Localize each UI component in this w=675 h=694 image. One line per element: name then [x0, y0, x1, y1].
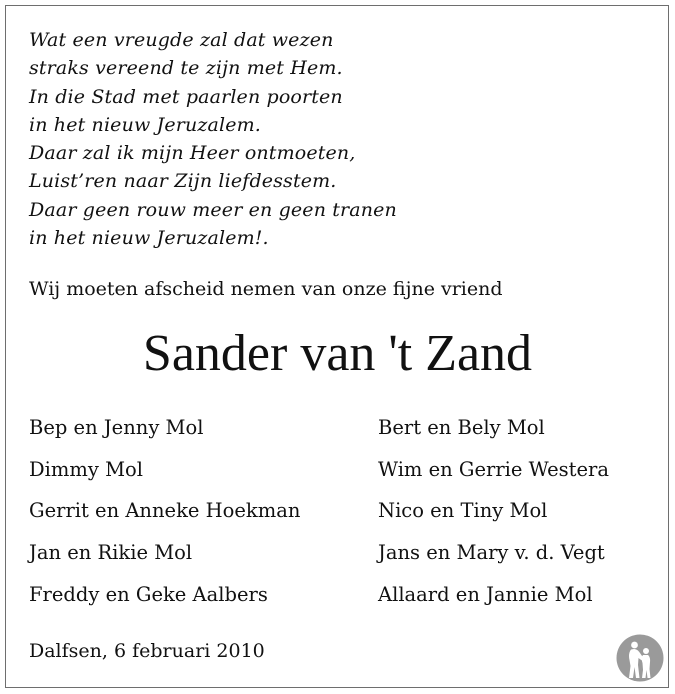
mourner-entry: Nico en Tiny Mol [378, 499, 548, 523]
poem-line: in het nieuw Jeruzalem!. [29, 227, 269, 250]
poem [29, 26, 397, 252]
mourner-entry: Gerrit en Anneke Hoekman [29, 499, 301, 523]
mourners-left-column [29, 413, 300, 621]
poem-line: Daar zal ik mijn Heer ontmoeten, [29, 142, 356, 165]
poem-line: Luist’ren naar Zijn liefdesstem. [29, 170, 337, 193]
mourners-right-column [378, 413, 609, 621]
mourner-entry: Wim en Gerrie Westera [378, 457, 609, 481]
poem-line: Wat een vreugde zal dat wezen [29, 29, 334, 51]
mourner-entry: Allaard en Jannie Mol [378, 582, 593, 606]
mourner-entry: Bert en Bely Mol [378, 416, 545, 439]
mourner-entry: Dimmy Mol [29, 457, 144, 481]
deceased-name: Sander van 't Zand [142, 325, 533, 382]
poem-line: straks vereend te zijn met Hem. [29, 57, 343, 80]
mourner-entry: Bep en Jenny Mol [29, 416, 204, 439]
poem-line: In die Stad met paarlen poorten [29, 85, 343, 108]
mourner-entry: Freddy en Geke Aalbers [29, 582, 268, 606]
place-date: Dalfsen, 6 februari 2010 [29, 640, 265, 662]
mourner-entry: Jan en Rikie Mol [29, 541, 193, 565]
poem-line: in het nieuw Jeruzalem. [29, 113, 261, 136]
memorial-figures-icon [616, 634, 664, 682]
poem-line: Daar geen rouw meer en geen tranen [29, 198, 397, 221]
mourner-entry: Jans en Mary v. d. Vegt [378, 541, 605, 565]
intro-text: Wij moeten afscheid nemen van onze fijne vriend [29, 278, 503, 300]
